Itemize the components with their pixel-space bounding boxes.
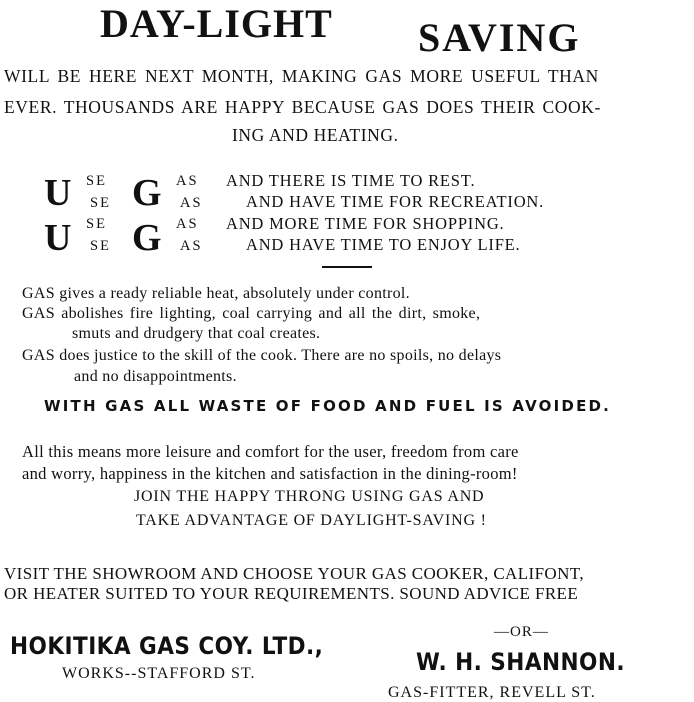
use-se: SE — [90, 238, 111, 254]
benefit-3-cont: and no disappointments. — [74, 368, 237, 385]
use-se: SE — [86, 173, 107, 189]
use-gas-big-u: U — [44, 217, 72, 259]
visit-line-2: OR HEATER SUITED TO YOUR REQUIREMENTS. SOUND ADVICE FREE — [4, 584, 579, 603]
divider-rule — [322, 266, 372, 268]
intro-line-3: ING AND HEATING. — [232, 125, 399, 145]
use-gas-big-g: G — [132, 217, 162, 259]
use-se: SE — [90, 195, 111, 211]
benefit-text: gives a ready reliable heat, absolutely under control. — [59, 285, 410, 302]
benefit-text: abolishes fire lighting, coal carrying and all the dirt, smoke, — [61, 305, 481, 322]
shannon-address: GAS-FITTER, REVELL ST. — [388, 684, 596, 701]
headline-day-light: DAY-LIGHT — [100, 1, 333, 46]
benefit-text: does justice to the skill of the cook. There are no spoils, no delays — [59, 347, 502, 364]
benefit-2 — [22, 305, 480, 323]
gas-as: AS — [180, 195, 203, 211]
join-line-2: TAKE ADVANTAGE OF DAYLIGHT-SAVING ! — [136, 512, 487, 529]
use-gas-line-3: AND MORE TIME FOR SHOPPING. — [226, 214, 505, 233]
use-gas-line-1: AND THERE IS TIME TO REST. — [226, 171, 476, 190]
intro-line-1: WILL BE HERE NEXT MONTH, MAKING GAS MORE USEFUL THAN — [4, 66, 599, 86]
use-gas-big-u: U — [44, 172, 72, 214]
leisure-line-2: and worry, happiness in the kitchen and satisfaction in the dining-room! — [22, 464, 518, 483]
intro-line-2: EVER. THOUSANDS ARE HAPPY BECAUSE GAS DOES THEIR COOK- — [4, 97, 601, 117]
use-gas-big-g: G — [132, 172, 162, 214]
gas-as: AS — [176, 216, 199, 232]
shannon-name: W. H. SHANNON. — [416, 648, 626, 676]
benefit-lead: GAS — [22, 285, 55, 302]
use-se: SE — [86, 216, 107, 232]
headline-saving: SAVING — [418, 15, 581, 60]
benefit-lead: GAS — [22, 347, 55, 364]
gas-as: AS — [180, 238, 203, 254]
use-gas-line-4: AND HAVE TIME TO ENJOY LIFE. — [246, 235, 521, 254]
gas-as: AS — [176, 173, 199, 189]
benefit-2-cont: smuts and drudgery that coal creates. — [72, 325, 321, 342]
company-name: HOKITIKA GAS COY. LTD., — [10, 632, 324, 660]
leisure-line-1: All this means more leisure and comfort for the user, freedom from care — [22, 442, 519, 461]
benefit-3 — [22, 347, 501, 365]
or-separator: —OR— — [494, 624, 549, 640]
join-line-1: JOIN THE HAPPY THRONG USING GAS AND — [134, 488, 485, 505]
company-works-address: WORKS--STAFFORD ST. — [62, 665, 256, 682]
waste-line: WITH GAS ALL WASTE OF FOOD AND FUEL IS AVOIDED. — [44, 397, 612, 415]
benefit-1 — [22, 285, 410, 303]
benefit-lead: GAS — [22, 305, 55, 322]
use-gas-line-2: AND HAVE TIME FOR RECREATION. — [246, 192, 545, 211]
visit-line-1: VISIT THE SHOWROOM AND CHOOSE YOUR GAS COOKER, CALIFONT, — [4, 564, 584, 583]
